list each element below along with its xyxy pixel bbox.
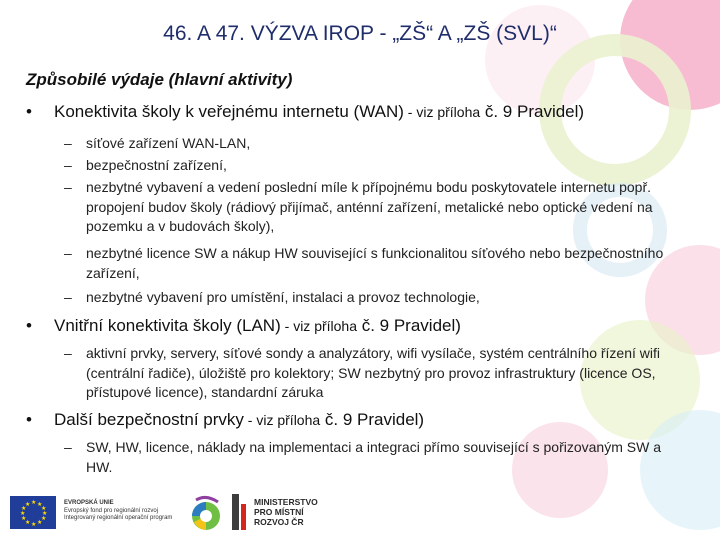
svg-text:★: ★ xyxy=(31,521,37,528)
svg-text:★: ★ xyxy=(20,510,26,517)
bullet-lan-ref-rest: č. 9 Pravidel) xyxy=(357,316,461,335)
bullet-wan-ref-small: - viz příloha xyxy=(403,104,481,120)
svg-text:★: ★ xyxy=(37,501,43,508)
irop-logo-icon xyxy=(186,492,226,536)
bullet-glyph: • xyxy=(26,316,32,335)
bullet-wan xyxy=(26,102,584,122)
eu-logo-line: Evropský fond pro regionální rozvoj xyxy=(64,507,159,514)
dash-glyph: – xyxy=(64,439,72,455)
sub-item-text: aktivní prvky, servery, síťové sondy a analyzátory, wifi vysílače, systém centrálního řízení wifi (centrální řadiče), úložiště pro kolektory; SW nezbytný pro provoz infrastruktury (licence OS, přístupové licence), standardní záruka xyxy=(86,345,661,400)
dash-glyph: – xyxy=(64,135,72,151)
eu-logo-line: EVROPSKÁ UNIE xyxy=(64,500,114,506)
sub-item-text: SW, HW, licence, náklady na implementaci a integraci přímo související s pořizovaným SW a HW. xyxy=(86,439,661,475)
svg-text:★: ★ xyxy=(31,499,37,506)
mmr-logo-line: PRO MÍSTNÍ xyxy=(254,507,304,517)
mmr-logo-line: ROZVOJ ČR xyxy=(254,517,304,527)
mmr-logo-line: MINISTERSTVO xyxy=(254,497,318,507)
slide-title: 46. A 47. VÝZVA IROP - „ZŠ“ A „ZŠ (SVL)“ xyxy=(163,22,557,45)
bullet-wan-main: Konektivita školy k veřejnému internetu (WAN) xyxy=(54,102,404,121)
sub-item-text: síťové zařízení WAN-LAN, xyxy=(86,135,251,151)
bullet-security-ref-rest: č. 9 Pravidel) xyxy=(320,410,425,429)
eu-logo-text xyxy=(64,500,172,523)
svg-text:★: ★ xyxy=(21,505,27,512)
sub-item-text: nezbytné vybavení pro umístění, instalaci a provoz technologie, xyxy=(86,289,480,305)
bullet-security-main: Další bezpečnostní prvky xyxy=(54,410,244,429)
bullet-security-ref-small: - viz příloha xyxy=(243,412,321,428)
mmr-logo-icon xyxy=(230,494,248,530)
bullet-glyph: • xyxy=(26,410,32,429)
dash-glyph: – xyxy=(64,345,72,361)
dash-glyph: – xyxy=(64,289,72,305)
sub-item-text: nezbytné vybavení a vedení poslední míle k přípojnému bodu poskytovatele internetu popř. propojení budov školy (rádiový přijímač, anténní zařízení, metalické nebo optické vedení na pozemku a v budovách školy), xyxy=(86,179,653,234)
sub-item-text: nezbytné licence SW a nákup HW související s funkcionalitou síťového nebo bezpečnostního zařízení, xyxy=(86,245,664,281)
bullet-lan xyxy=(26,316,461,336)
bullet-glyph: • xyxy=(26,102,32,121)
mmr-logo-text xyxy=(254,497,318,527)
bullet-security xyxy=(26,410,424,430)
section-heading: Způsobilé výdaje (hlavní aktivity) xyxy=(26,70,293,89)
eu-stars-icon xyxy=(10,496,56,529)
footer-logos xyxy=(0,488,720,540)
bullet-lan-main: Vnitřní konektivita školy (LAN) xyxy=(54,316,281,335)
svg-text:★: ★ xyxy=(25,519,31,526)
svg-text:★: ★ xyxy=(21,515,27,522)
svg-text:★: ★ xyxy=(41,505,47,512)
dash-glyph: – xyxy=(64,179,72,195)
eu-flag-icon xyxy=(10,496,56,529)
sub-item-text: bezpečnostní zařízení, xyxy=(86,157,227,173)
dash-glyph: – xyxy=(64,245,72,261)
eu-logo-line: Integrovaný regionální operační program xyxy=(64,515,173,521)
svg-text:★: ★ xyxy=(41,515,47,522)
dash-glyph: – xyxy=(64,157,72,173)
svg-text:★: ★ xyxy=(42,510,48,517)
bullet-lan-ref-small: - viz příloha xyxy=(280,318,357,334)
svg-text:★: ★ xyxy=(37,519,43,526)
bullet-wan-ref-rest: č. 9 Pravidel) xyxy=(480,102,585,121)
svg-text:★: ★ xyxy=(25,501,31,508)
